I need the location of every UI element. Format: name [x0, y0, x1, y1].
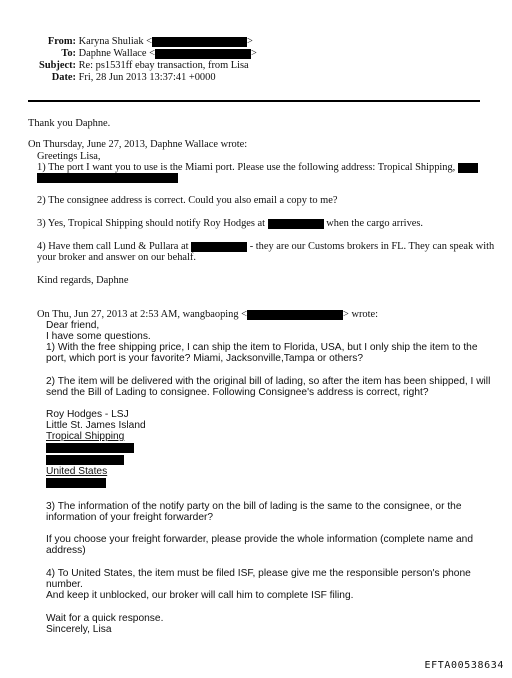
point-3-text-b: when the cargo arrives.	[326, 218, 424, 229]
from-label: From:	[47, 36, 76, 47]
subject-label: Subject:	[39, 60, 76, 71]
quoted-line: Dear friend,	[46, 320, 100, 331]
point-3-text-a: 3) Yes, Tropical Shipping should notify Roy Hodges at	[37, 218, 266, 229]
redaction-box	[46, 455, 124, 465]
quoted-line: I have some questions.	[46, 331, 151, 342]
subject-value: Re: ps1531ff ebay transaction, from Lisa	[78, 60, 249, 71]
quoted-line: port, which port is your favorite? Miami, Jacksonville,Tampa or others?	[46, 353, 364, 364]
redaction-box	[46, 478, 106, 488]
reply-intro: On Thursday, June 27, 2013, Daphne Wallace wrote:	[28, 139, 248, 150]
quoted-line: number.	[46, 579, 83, 590]
redaction-box	[155, 49, 251, 59]
point-4-text-a: 4) Have them call Lund & Pullara at	[37, 241, 189, 252]
quoted-line: send the Bill of Lading to consignee. Following Consignee's address is correct, right?	[46, 387, 429, 398]
quoted-line: Wait for a quick response.	[46, 613, 164, 624]
quoted-line: 2) The item will be delivered with the original bill of lading, so after the item has been shipped, I will	[46, 376, 491, 387]
close-bracket: >	[247, 36, 253, 47]
quoted-line: Sincerely, Lisa	[46, 624, 112, 635]
quoted-line: information of your freight forwarder?	[46, 512, 214, 523]
point-4-continued: your broker and answer on our behalf.	[37, 252, 196, 263]
redaction-box	[247, 310, 343, 320]
point-2: 2) The consignee address is correct. Could you also email a copy to me?	[37, 195, 338, 206]
date-label: Date:	[51, 72, 76, 83]
from-value: Karyna Shuliak <	[78, 36, 152, 47]
address-line: United States	[46, 466, 108, 477]
redaction-box	[152, 37, 247, 47]
redaction-box	[46, 443, 134, 453]
redaction-box	[191, 242, 247, 252]
redaction-box	[268, 219, 324, 229]
quoted-line: If you choose your freight forwarder, please provide the whole information (complete name and	[46, 534, 473, 545]
bates-number: EFTA00538634	[424, 660, 504, 671]
address-line: Roy Hodges - LSJ	[46, 409, 129, 420]
to-value: Daphne Wallace <	[78, 48, 155, 59]
quoted-line: 3) The information of the notify party on the bill of lading is the same to the consignee, or the	[46, 501, 462, 512]
redaction-box	[458, 163, 478, 173]
regards-line: Kind regards, Daphne	[37, 275, 129, 286]
redaction-box	[37, 173, 178, 183]
address-line: Little St. James Island	[46, 420, 146, 431]
quoted-intro-a: On Thu, Jun 27, 2013 at 2:53 AM, wangbaoping <	[37, 309, 248, 320]
subject-row	[0, 60, 249, 72]
quoted-line: 4) To United States, the item must be filed ISF, please give me the responsible person's phone	[46, 568, 471, 579]
point-4-text-b: - they are our Customs brokers in FL. They can speak with	[249, 241, 495, 252]
address-line: Tropical Shipping	[46, 431, 125, 442]
from-row	[0, 36, 253, 48]
point-3	[37, 218, 423, 230]
greeting-line: Greetings Lisa,	[37, 151, 101, 162]
quoted-line: address)	[46, 545, 86, 556]
quoted-line: And keep it unblocked, our broker will call him to complete ISF filing.	[46, 590, 354, 601]
header-divider	[28, 100, 480, 102]
point-1-text: 1) The port I want you to use is the Miami port. Please use the following address: Tropical Shipping,	[37, 162, 456, 173]
close-bracket: >	[251, 48, 257, 59]
to-label: To:	[61, 48, 76, 59]
to-row	[0, 48, 257, 60]
quoted-line: 1) With the free shipping price, I can ship the item to Florida, USA, but I only ship the item to the	[46, 342, 478, 353]
quoted-intro-b: > wrote:	[343, 309, 379, 320]
date-row	[0, 72, 216, 84]
date-value: Fri, 28 Jun 2013 13:37:41 +0000	[78, 72, 216, 83]
thanks-line: Thank you Daphne.	[28, 118, 111, 129]
